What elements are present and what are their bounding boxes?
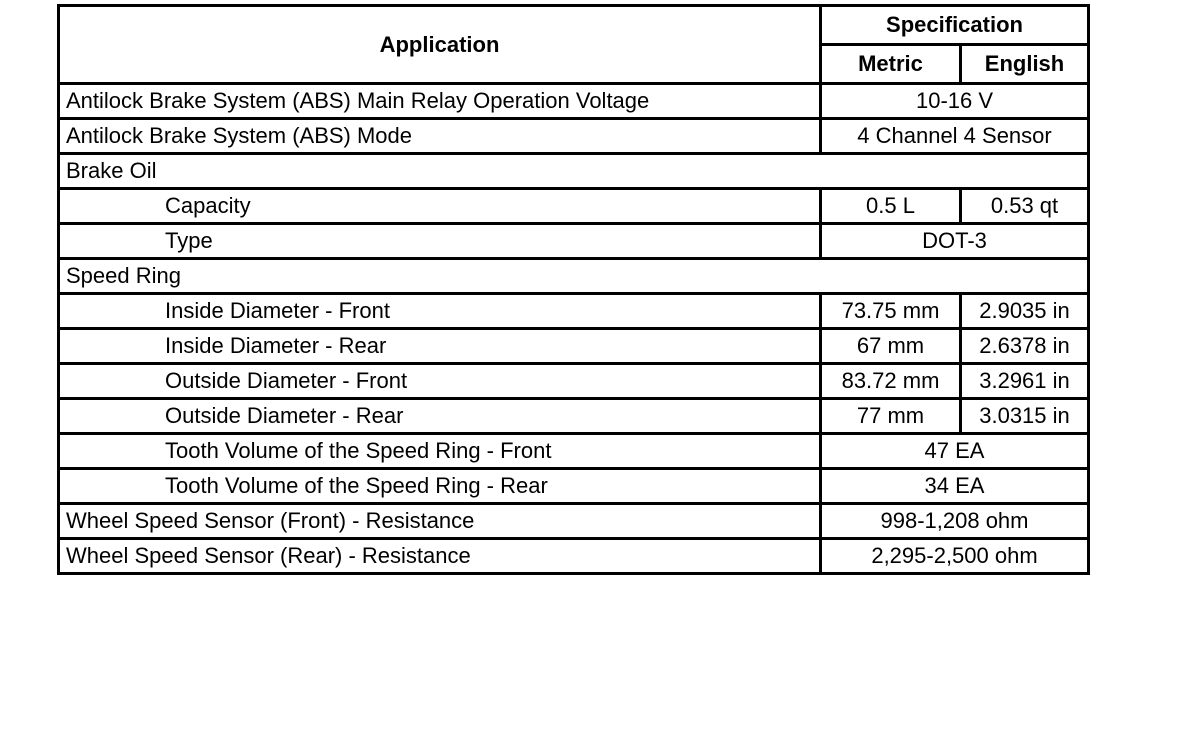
table-row [59,469,1089,504]
specification-header: Specification [821,6,1089,45]
metric-value: 67 mm [821,329,961,364]
table-row [59,329,1089,364]
row-label: Antilock Brake System (ABS) Main Relay Operation Voltage [59,84,821,119]
metric-value: 73.75 mm [821,294,961,329]
row-value: DOT-3 [821,224,1089,259]
section-label: Brake Oil [59,154,1089,189]
table-row [59,399,1089,434]
english-value: 2.9035 in [961,294,1089,329]
row-value: 998-1,208 ohm [821,504,1089,539]
metric-value: 83.72 mm [821,364,961,399]
table-row [59,294,1089,329]
row-value: 34 EA [821,469,1089,504]
english-value: 3.2961 in [961,364,1089,399]
row-label: Tooth Volume of the Speed Ring - Front [59,434,821,469]
section-row [59,154,1089,189]
metric-value: 77 mm [821,399,961,434]
section-row [59,259,1089,294]
specification-table [57,4,1090,575]
row-label: Outside Diameter - Front [59,364,821,399]
metric-header: Metric [821,45,961,84]
table-row [59,539,1089,574]
english-value: 0.53 qt [961,189,1089,224]
row-label: Wheel Speed Sensor (Rear) - Resistance [59,539,821,574]
row-label: Tooth Volume of the Speed Ring - Rear [59,469,821,504]
row-label: Capacity [59,189,821,224]
table-row [59,434,1089,469]
english-header: English [961,45,1089,84]
row-value: 47 EA [821,434,1089,469]
row-label: Inside Diameter - Front [59,294,821,329]
table-row [59,119,1089,154]
table-body [59,84,1089,574]
table-header [59,6,1089,84]
table-row [59,224,1089,259]
english-value: 3.0315 in [961,399,1089,434]
row-label: Outside Diameter - Rear [59,399,821,434]
application-header: Application [59,6,821,84]
row-value: 2,295-2,500 ohm [821,539,1089,574]
row-label: Wheel Speed Sensor (Front) - Resistance [59,504,821,539]
table-row [59,504,1089,539]
english-value: 2.6378 in [961,329,1089,364]
row-label: Antilock Brake System (ABS) Mode [59,119,821,154]
table-row [59,189,1089,224]
row-label: Inside Diameter - Rear [59,329,821,364]
table-row [59,364,1089,399]
section-label: Speed Ring [59,259,1089,294]
table-row [59,84,1089,119]
row-label: Type [59,224,821,259]
row-value: 10-16 V [821,84,1089,119]
header-row [59,6,1089,45]
metric-value: 0.5 L [821,189,961,224]
row-value: 4 Channel 4 Sensor [821,119,1089,154]
